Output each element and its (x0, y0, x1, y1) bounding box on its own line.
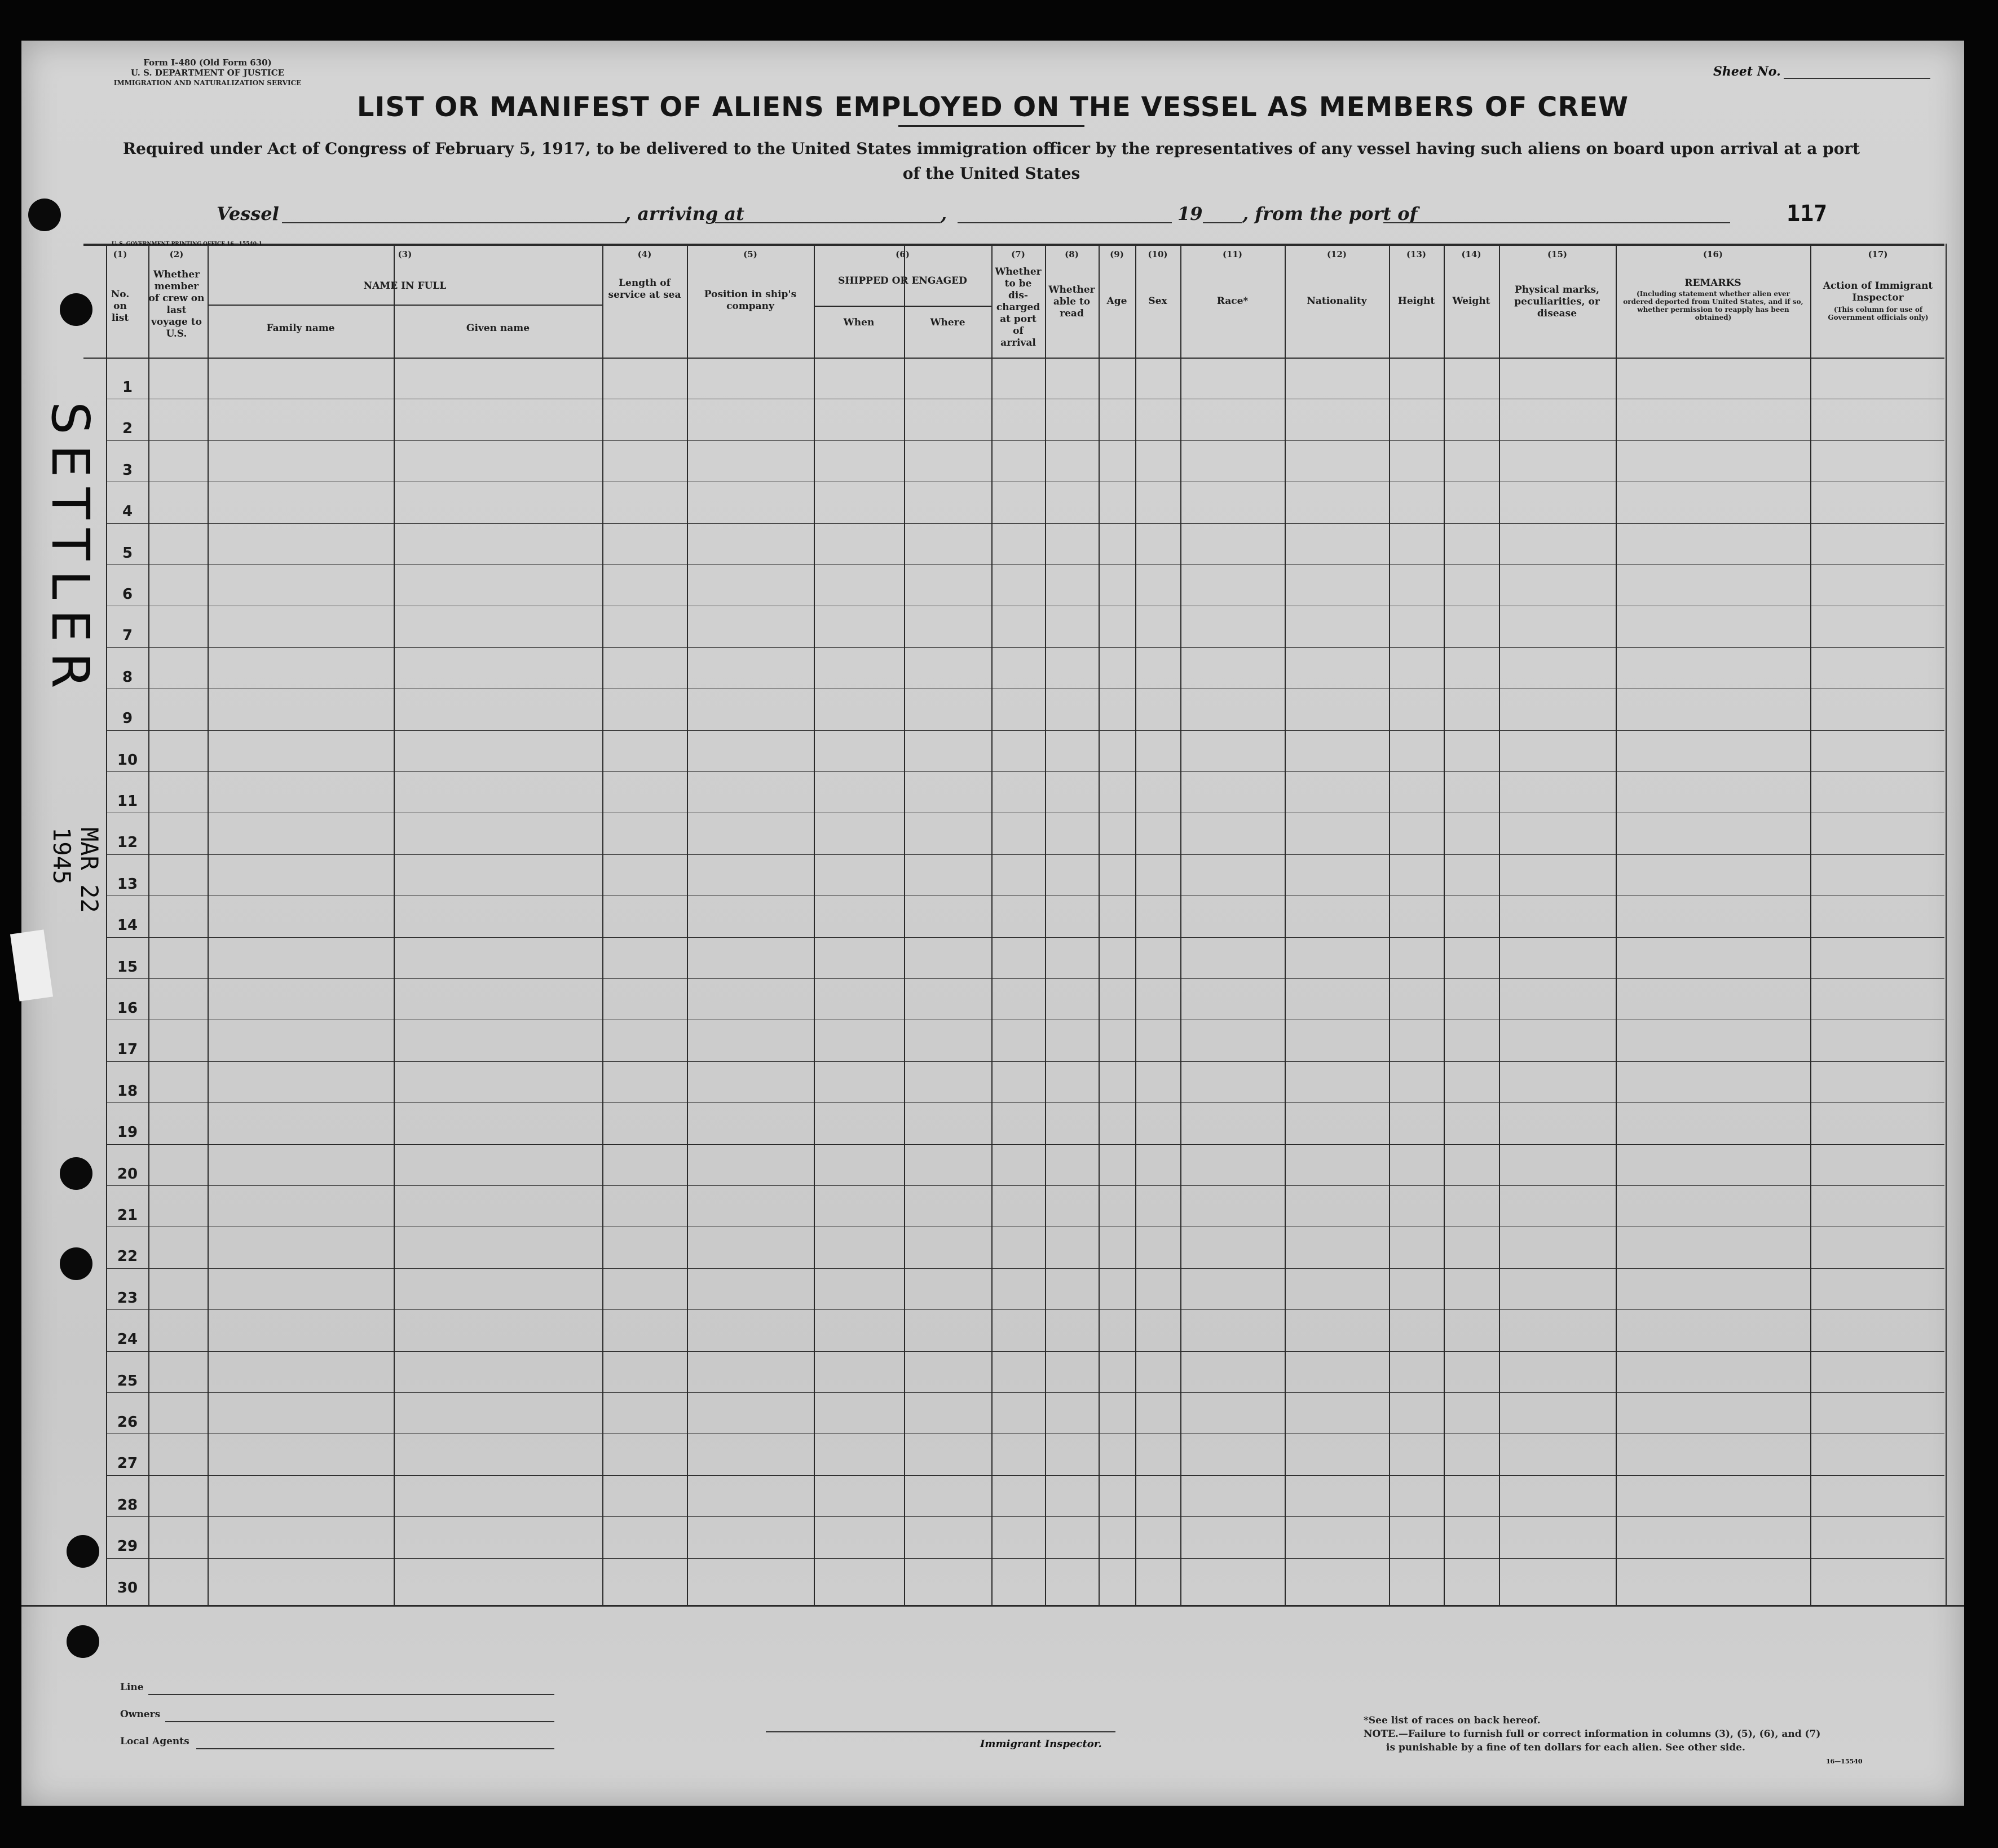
paper-tab (10, 929, 53, 1001)
column-rule (1285, 244, 1286, 1605)
col-10-number: (10) (1148, 249, 1168, 259)
col-2-number: (2) (169, 249, 184, 259)
year-label: 19 (1177, 203, 1203, 224)
printing-office-line: U. S. GOVERNMENT PRINTING OFFICE 16—15540-1 (112, 241, 262, 247)
row-number: 21 (117, 1207, 138, 1224)
row-rule (106, 937, 1944, 938)
binder-hole (67, 1535, 99, 1568)
when-header: When (843, 317, 875, 328)
column-rule (1389, 244, 1390, 1605)
col-17-header: Action of Immigrant Inspector (1823, 280, 1933, 303)
races-note: *See list of races on back hereof. (1364, 1715, 1541, 1726)
vessel-field[interactable] (282, 222, 627, 223)
service-name: IMMIGRATION AND NATURALIZATION SERVICE (113, 79, 302, 87)
row-rule (106, 1309, 1944, 1310)
column-rule (1499, 244, 1500, 1605)
page-number: 117 (1787, 201, 1828, 227)
fine-note-2: is punishable by a fine of ten dollars for each alien. See other side. (1386, 1742, 1745, 1753)
line-field[interactable] (148, 1694, 554, 1695)
row-number: 15 (117, 959, 138, 976)
family-name-header: Family name (266, 323, 335, 334)
row-rule (106, 647, 1944, 648)
immigrant-inspector-label: Immigrant Inspector. (980, 1738, 1102, 1750)
col-12-number: (12) (1326, 249, 1347, 259)
binder-hole (60, 1157, 92, 1190)
handwritten-ship-name: SETTLER (40, 402, 100, 699)
col-13-number: (13) (1406, 249, 1427, 259)
row-rule (106, 1144, 1944, 1145)
row-number: 5 (122, 545, 133, 562)
inspector-signature-field[interactable] (766, 1731, 1115, 1732)
vessel-label: Vessel (217, 203, 279, 224)
owners-label: Owners (120, 1709, 161, 1720)
form-code: 16—15540 (1826, 1758, 1863, 1765)
row-rule (106, 1475, 1944, 1476)
row-number: 12 (117, 834, 138, 851)
col-17-number: (17) (1868, 249, 1888, 259)
col-15-number: (15) (1547, 249, 1568, 259)
column-rule (1946, 244, 1947, 1605)
col-8-number: (8) (1065, 249, 1079, 259)
grid-top-rule (83, 244, 1944, 246)
arriving-label: , arriving at (625, 203, 744, 224)
row-rule (106, 1061, 1944, 1062)
column-rule (1444, 244, 1445, 1605)
row-number: 7 (122, 627, 133, 644)
col-8-header: Whether able to read (1048, 284, 1095, 319)
row-rule (106, 523, 1944, 524)
date-field[interactable] (958, 222, 1172, 223)
col-3-header: NAME IN FULL (363, 280, 447, 292)
row-number: 19 (117, 1124, 138, 1141)
row-number: 29 (117, 1538, 138, 1555)
col-3-number: (3) (398, 249, 412, 259)
title-rule (898, 125, 1084, 127)
row-number: 30 (117, 1580, 138, 1596)
column-rule (1180, 244, 1181, 1605)
row-number: 18 (117, 1083, 138, 1100)
row-number: 16 (117, 1000, 138, 1017)
row-number: 14 (117, 917, 138, 934)
column-rule (1045, 244, 1046, 1605)
fine-note-1: NOTE.—Failure to furnish full or correct information in columns (3), (5), (6), and (7) (1364, 1728, 1821, 1740)
column-rule (1135, 244, 1136, 1605)
column-rule (904, 244, 905, 1605)
col-6-number: (6) (896, 249, 910, 259)
col-6-header: SHIPPED OR ENGAGED (838, 275, 967, 286)
row-rule (106, 1558, 1944, 1559)
row-number: 2 (122, 420, 133, 437)
row-rule (106, 1351, 1944, 1352)
row-number: 13 (117, 876, 138, 893)
col-16-header: REMARKS (1684, 277, 1741, 289)
column-rule (1099, 244, 1100, 1605)
row-number: 10 (117, 752, 138, 769)
department-name: U. S. DEPARTMENT OF JUSTICE (130, 68, 285, 78)
header-bottom-rule (83, 358, 1944, 359)
col-12-header: Nationality (1307, 295, 1367, 307)
column-rule (148, 244, 149, 1605)
local-agents-field[interactable] (196, 1748, 554, 1749)
row-rule (106, 1516, 1944, 1517)
col-14-number: (14) (1461, 249, 1481, 259)
form-header (67, 58, 349, 88)
row-number: 6 (122, 586, 133, 603)
column-rule (991, 244, 993, 1605)
binder-hole (60, 1247, 92, 1280)
row-number: 17 (117, 1041, 138, 1058)
row-number: 28 (117, 1497, 138, 1514)
col-4-header: Length of service at sea (608, 277, 681, 301)
row-rule (106, 978, 1944, 979)
row-number: 20 (117, 1166, 138, 1183)
binder-hole (67, 1625, 99, 1658)
row-rule (106, 854, 1944, 855)
row-number: 25 (117, 1373, 138, 1390)
manifest-sheet: Form I-480 (Old Form 630) U. S. DEPARTMENT OF JUSTICE IMMIGRATION AND NATURALIZATION SERVICE Sheet No. LIST OR MANIFEST OF ALIENS EMPLOYED ON THE VESSEL AS MEMBERS OF CREW Required under Act of Congress of February 5, 1917, to be delivered to the United States immigration officer by the representatives of any vessel having such aliens on board upon arrival at a port of the United States Vessel , arriving at , 19 , from the port of 117 (1) (2) (3) (4) (5) (6) (7) (8) (9) (10) (11) (12) (13) (14) (15) (16) (17) No. on list Whether member of crew on last voyage to U.S. NAME IN FULL Family name Given name Length of service at sea Position in ship's company SHIPPED OR ENGAGED When Where Whether to be dis-charged at port of arrival Whether able to read Age Sex Race* Nationality Height Weight Physical marks, peculiarities, or disease REMARKS (Including statement whether alien ever ordered deported from United States, and if so, whether permission to reapply has been obtained) Action of Immigrant Inspector (This column for use of Government officials only) 1 2 3 4 5 6 7 8 9 10 11 12 13 14 15 16 17 18 19 20 21 22 23 24 25 26 27 28 29 30 Line Owners Local Agents Immigrant Inspector. *See list of races on back hereof. NOTE.—Failure to furnish full or correct information in columns (3), (5), (6), and (7) is punishable by a fine of ten dollars for each alien. See other side. 16—15540 U. S. GOVERNMENT PRINTING OFFICE 16—15540-1 SETTLER MAR 22 1945 (21, 41, 1964, 1806)
col-7-number: (7) (1011, 249, 1025, 259)
col-7-header: Whether to be dis-charged at port of arrival (995, 266, 1042, 349)
row-number: 11 (117, 793, 138, 810)
col-16-number: (16) (1703, 249, 1723, 259)
col-16-note: (Including statement whether alien ever ordered deported from United States, and if so, whether permission to reapply has been obtained) (1623, 290, 1803, 321)
column-rule (106, 244, 107, 1605)
column-rule (1810, 244, 1811, 1605)
from-port-field[interactable] (1383, 222, 1730, 223)
col-13-header: Height (1397, 295, 1435, 307)
sheet-number-field[interactable] (1784, 78, 1930, 79)
row-number: 3 (122, 462, 133, 479)
col-4-number: (4) (637, 249, 652, 259)
row-rule (106, 730, 1944, 731)
col-9-number: (9) (1110, 249, 1124, 259)
from-port-label: , from the port of (1242, 203, 1418, 224)
sheet-number-label: Sheet No. (1713, 64, 1781, 79)
col-11-number: (11) (1222, 249, 1243, 259)
shipped-subheader-rule (814, 306, 991, 307)
page-title: LIST OR MANIFEST OF ALIENS EMPLOYED ON THE VESSEL AS MEMBERS OF CREW (356, 91, 1629, 123)
column-rule (394, 244, 395, 1605)
year-field[interactable] (1203, 222, 1242, 223)
col-10-header: Sex (1148, 295, 1167, 307)
row-rule (106, 771, 1944, 772)
row-rule (106, 1102, 1944, 1103)
row-number: 22 (117, 1248, 138, 1265)
col-17-note: (This column for use of Government officials only) (1828, 306, 1929, 321)
where-header: Where (930, 317, 965, 328)
column-rule (1616, 244, 1617, 1605)
row-rule (106, 440, 1944, 441)
name-subheader-rule (208, 305, 602, 306)
col-11-header: Race* (1216, 295, 1249, 307)
column-rule (602, 244, 603, 1605)
line-label: Line (120, 1682, 144, 1693)
row-rule (106, 1185, 1944, 1186)
given-name-header: Given name (466, 323, 530, 334)
binder-hole (28, 199, 61, 231)
col-1-header: No. on list (111, 289, 130, 324)
received-date-stamp: MAR 22 1945 (48, 827, 103, 913)
col-14-header: Weight (1452, 295, 1490, 307)
row-rule (106, 1268, 1944, 1269)
arriving-field[interactable] (715, 222, 941, 223)
column-rule (814, 244, 815, 1605)
row-number: 4 (122, 503, 133, 520)
column-rule (208, 244, 209, 1605)
binder-hole (60, 293, 92, 326)
row-number: 23 (117, 1290, 138, 1307)
col-5-header: Position in ship's company (704, 289, 797, 312)
row-number: 27 (117, 1455, 138, 1472)
row-number: 8 (122, 669, 133, 686)
page-subtitle: Required under Act of Congress of February 5, 1917, to be delivered to the United States immigration officer by the representatives of any vessel having such aliens on board upon arrival at a port of the United States (122, 139, 1860, 183)
local-agents-label: Local Agents (120, 1736, 189, 1747)
col-2-header: Whether member of crew on last voyage to U.S. (148, 269, 205, 339)
column-rule (687, 244, 688, 1605)
col-9-header: Age (1106, 295, 1127, 307)
row-number: 1 (122, 379, 133, 396)
col-15-header: Physical marks, peculiarities, or disease (1514, 284, 1600, 319)
form-number: Form I-480 (Old Form 630) (143, 58, 272, 68)
row-number: 26 (117, 1414, 138, 1431)
row-number: 9 (122, 710, 133, 727)
grid-bottom-rule (21, 1605, 1964, 1607)
col-5-number: (5) (743, 249, 757, 259)
col-1-number: (1) (113, 249, 127, 259)
row-number: 24 (117, 1331, 138, 1348)
row-rule (106, 1392, 1944, 1393)
owners-field[interactable] (165, 1721, 554, 1722)
row-rule (106, 564, 1944, 565)
